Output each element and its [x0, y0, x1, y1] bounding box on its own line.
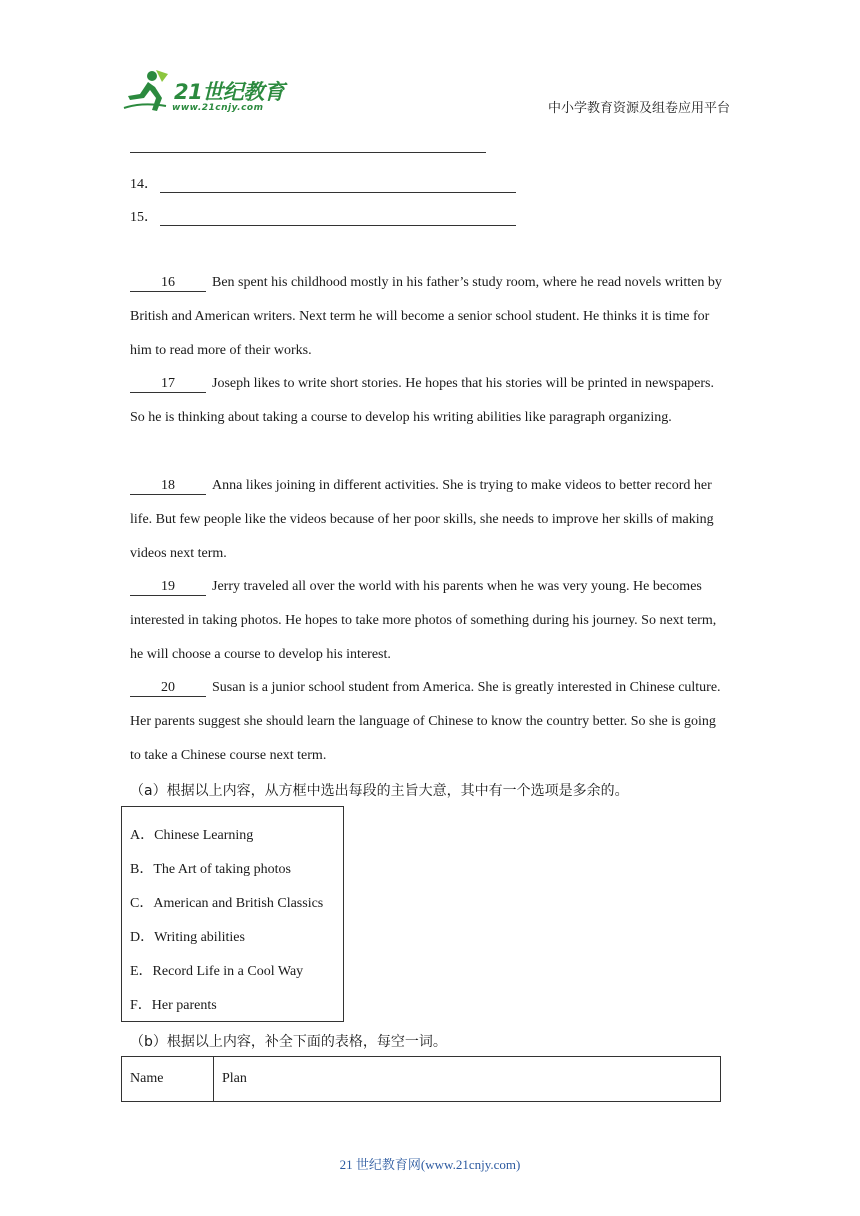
paragraph-text: Susan is a junior school student from America. She is greatly interested in Chinese culture. Her parents suggest she should learn the language of Chinese to know the country better. So she is going to take a Chinese course next term. — [130, 680, 721, 763]
answer-blank — [160, 211, 516, 226]
paragraph-number: 19 — [130, 579, 206, 596]
paragraph-text: Anna likes joining in different activities. She is trying to make videos to better record her life. But few people like the videos because of her poor skills, she needs to improve her skills of making videos next term. — [130, 478, 714, 561]
answer-number: 15． — [130, 210, 158, 225]
logo — [122, 68, 292, 116]
option-e: E．Record Life in a Cool Way — [130, 964, 304, 979]
answer-line-15 — [130, 206, 516, 226]
option-d: D．Writing abilities — [130, 930, 245, 945]
answer-number: 14． — [130, 177, 158, 192]
table-header-name: Name — [122, 1057, 214, 1102]
paragraph-18 — [130, 469, 730, 571]
answer-blank — [160, 178, 516, 193]
options-box — [121, 806, 344, 1022]
page-footer: 21 世纪教育网(www.21cnjy.com) — [339, 1157, 521, 1172]
logo-text: 21世纪教育 — [174, 80, 285, 104]
paragraph-number: 16 — [130, 275, 206, 292]
paragraph-20 — [130, 671, 730, 773]
header-rule — [130, 152, 486, 153]
paragraph-number: 20 — [130, 680, 206, 697]
paragraph-number: 18 — [130, 478, 206, 495]
answer-line-14 — [130, 173, 516, 193]
instruction-a: （a）根据以上内容，从方框中选出每段的主旨大意，其中有一个选项是多余的。 — [130, 783, 629, 799]
plan-table — [121, 1056, 721, 1102]
paragraph-19 — [130, 570, 730, 672]
paragraph-number: 17 — [130, 376, 206, 393]
paragraph-17 — [130, 367, 730, 435]
platform-title: 中小学教育资源及组卷应用平台 — [547, 101, 730, 116]
paragraph-16 — [130, 266, 730, 368]
paragraph-text: Jerry traveled all over the world with his parents when he was very young. He becomes interested in taking photos. He hopes to take more photos of something during his journey. So next term, he will choose a course to develop his interest. — [130, 579, 717, 662]
option-c: C．American and British Classics — [130, 896, 324, 911]
option-b: B．The Art of taking photos — [130, 862, 291, 877]
paragraph-text: Ben spent his childhood mostly in his father’s study room, where he read novels written by British and American writers. Next term he will become a senior school student. He thinks it is time for him to read more of their works. — [130, 275, 722, 358]
table-row — [122, 1057, 721, 1102]
paragraph-text: Joseph likes to write short stories. He hopes that his stories will be printed in newspapers. So he is thinking about taking a course to develop his writing abilities like paragraph organizing. — [130, 376, 714, 425]
instruction-b: （b）根据以上内容，补全下面的表格，每空一词。 — [130, 1034, 447, 1050]
table-header-plan: Plan — [214, 1057, 721, 1102]
logo-url: www.21cnjy.com — [172, 103, 264, 113]
option-a: A．Chinese Learning — [130, 828, 254, 843]
page-header — [0, 0, 860, 130]
option-f: F．Her parents — [130, 998, 217, 1013]
runner-logo-icon — [122, 68, 172, 114]
